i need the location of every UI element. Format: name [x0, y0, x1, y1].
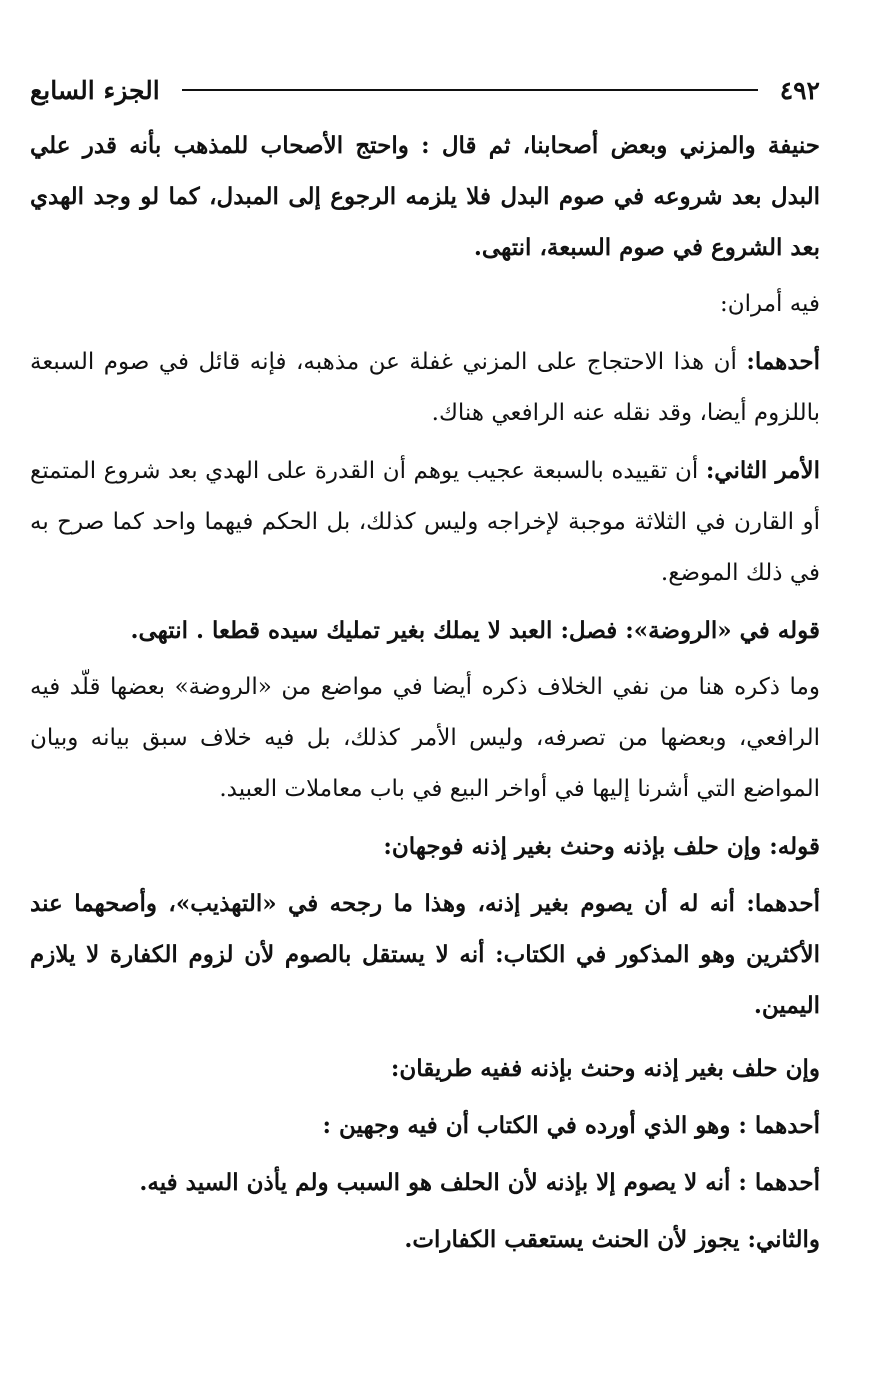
paragraph: فيه أمران: — [719, 291, 820, 317]
paragraph-text: أن تقييده بالسبعة عجيب يوهم أن القدرة على الهدي بعد شروع المتمتع أو القارن في الثلاثة موجبة لإخراجه وليس كذلك، بل الحكم فيهما واحد كما صرح به في ذلك الموضع. — [30, 458, 820, 586]
part-title: الجزء السابع — [30, 75, 160, 105]
paragraph: قوله في «الروضة»: فصل: العبد لا يملك بغير تمليك سيده قطعا . انتهى. — [130, 617, 820, 644]
page-number: ٤٩٢ — [779, 75, 820, 105]
paragraph: حنيفة والمزني وبعض أصحابنا، ثم قال : واحتج الأصحاب للمذهب بأنه قدر علي البدل بعد شروعه في صوم البدل فلا يلزمه الرجوع إلى المبدل، كما لو وجد الهدي بعد الشروع في صوم السبعة، انتهى. — [30, 132, 820, 261]
paragraph: أحدهما : وهو الذي أورده في الكتاب أن فيه وجهين : — [322, 1112, 820, 1139]
paragraph: قوله: وإن حلف بإذنه وحنث بغير إذنه فوجهان: — [383, 833, 820, 860]
paragraph: وإن حلف بغير إذنه وحنث بإذنه ففيه طريقان: — [390, 1055, 820, 1082]
paragraph: أحدهما: أنه له أن يصوم بغير إذنه، وهذا ما رجحه في «التهذيب»، وأصحهما عند الأكثرين وهو المذكور في الكتاب: أنه لا يستقل بالصوم لأن لزوم الكفارة لا يلازم اليمين. — [30, 890, 820, 1019]
paragraph — [30, 445, 820, 599]
running-header — [30, 70, 820, 110]
paragraph — [30, 336, 820, 439]
header-rule — [182, 89, 758, 91]
paragraph: أحدهما : أنه لا يصوم إلا بإذنه لأن الحلف هو السبب ولم يأذن السيد فيه. — [139, 1169, 820, 1196]
page-body — [30, 120, 820, 1271]
paragraph: والثاني: يجوز لأن الحنث يستعقب الكفارات. — [404, 1226, 820, 1253]
paragraph-lead: الأمر الثاني: — [705, 457, 820, 484]
paragraph-lead: أحدهما: — [746, 348, 820, 375]
paragraph-text: أن هذا الاحتجاج على المزني غفلة عن مذهبه، فإنه قائل في صوم السبعة باللزوم أيضا، وقد نقله عنه الرافعي هناك. — [30, 349, 820, 426]
paragraph: وما ذكره هنا من نفي الخلاف ذكره أيضا في مواضع من «الروضة» بعضها قلّد فيه الرافعي، وبعضها من تصرفه، وليس الأمر كذلك، بل فيه خلاف سبق بيانه وبيان المواضع التي أشرنا إليها في أواخر البيع في باب معاملات العبيد. — [30, 674, 820, 802]
